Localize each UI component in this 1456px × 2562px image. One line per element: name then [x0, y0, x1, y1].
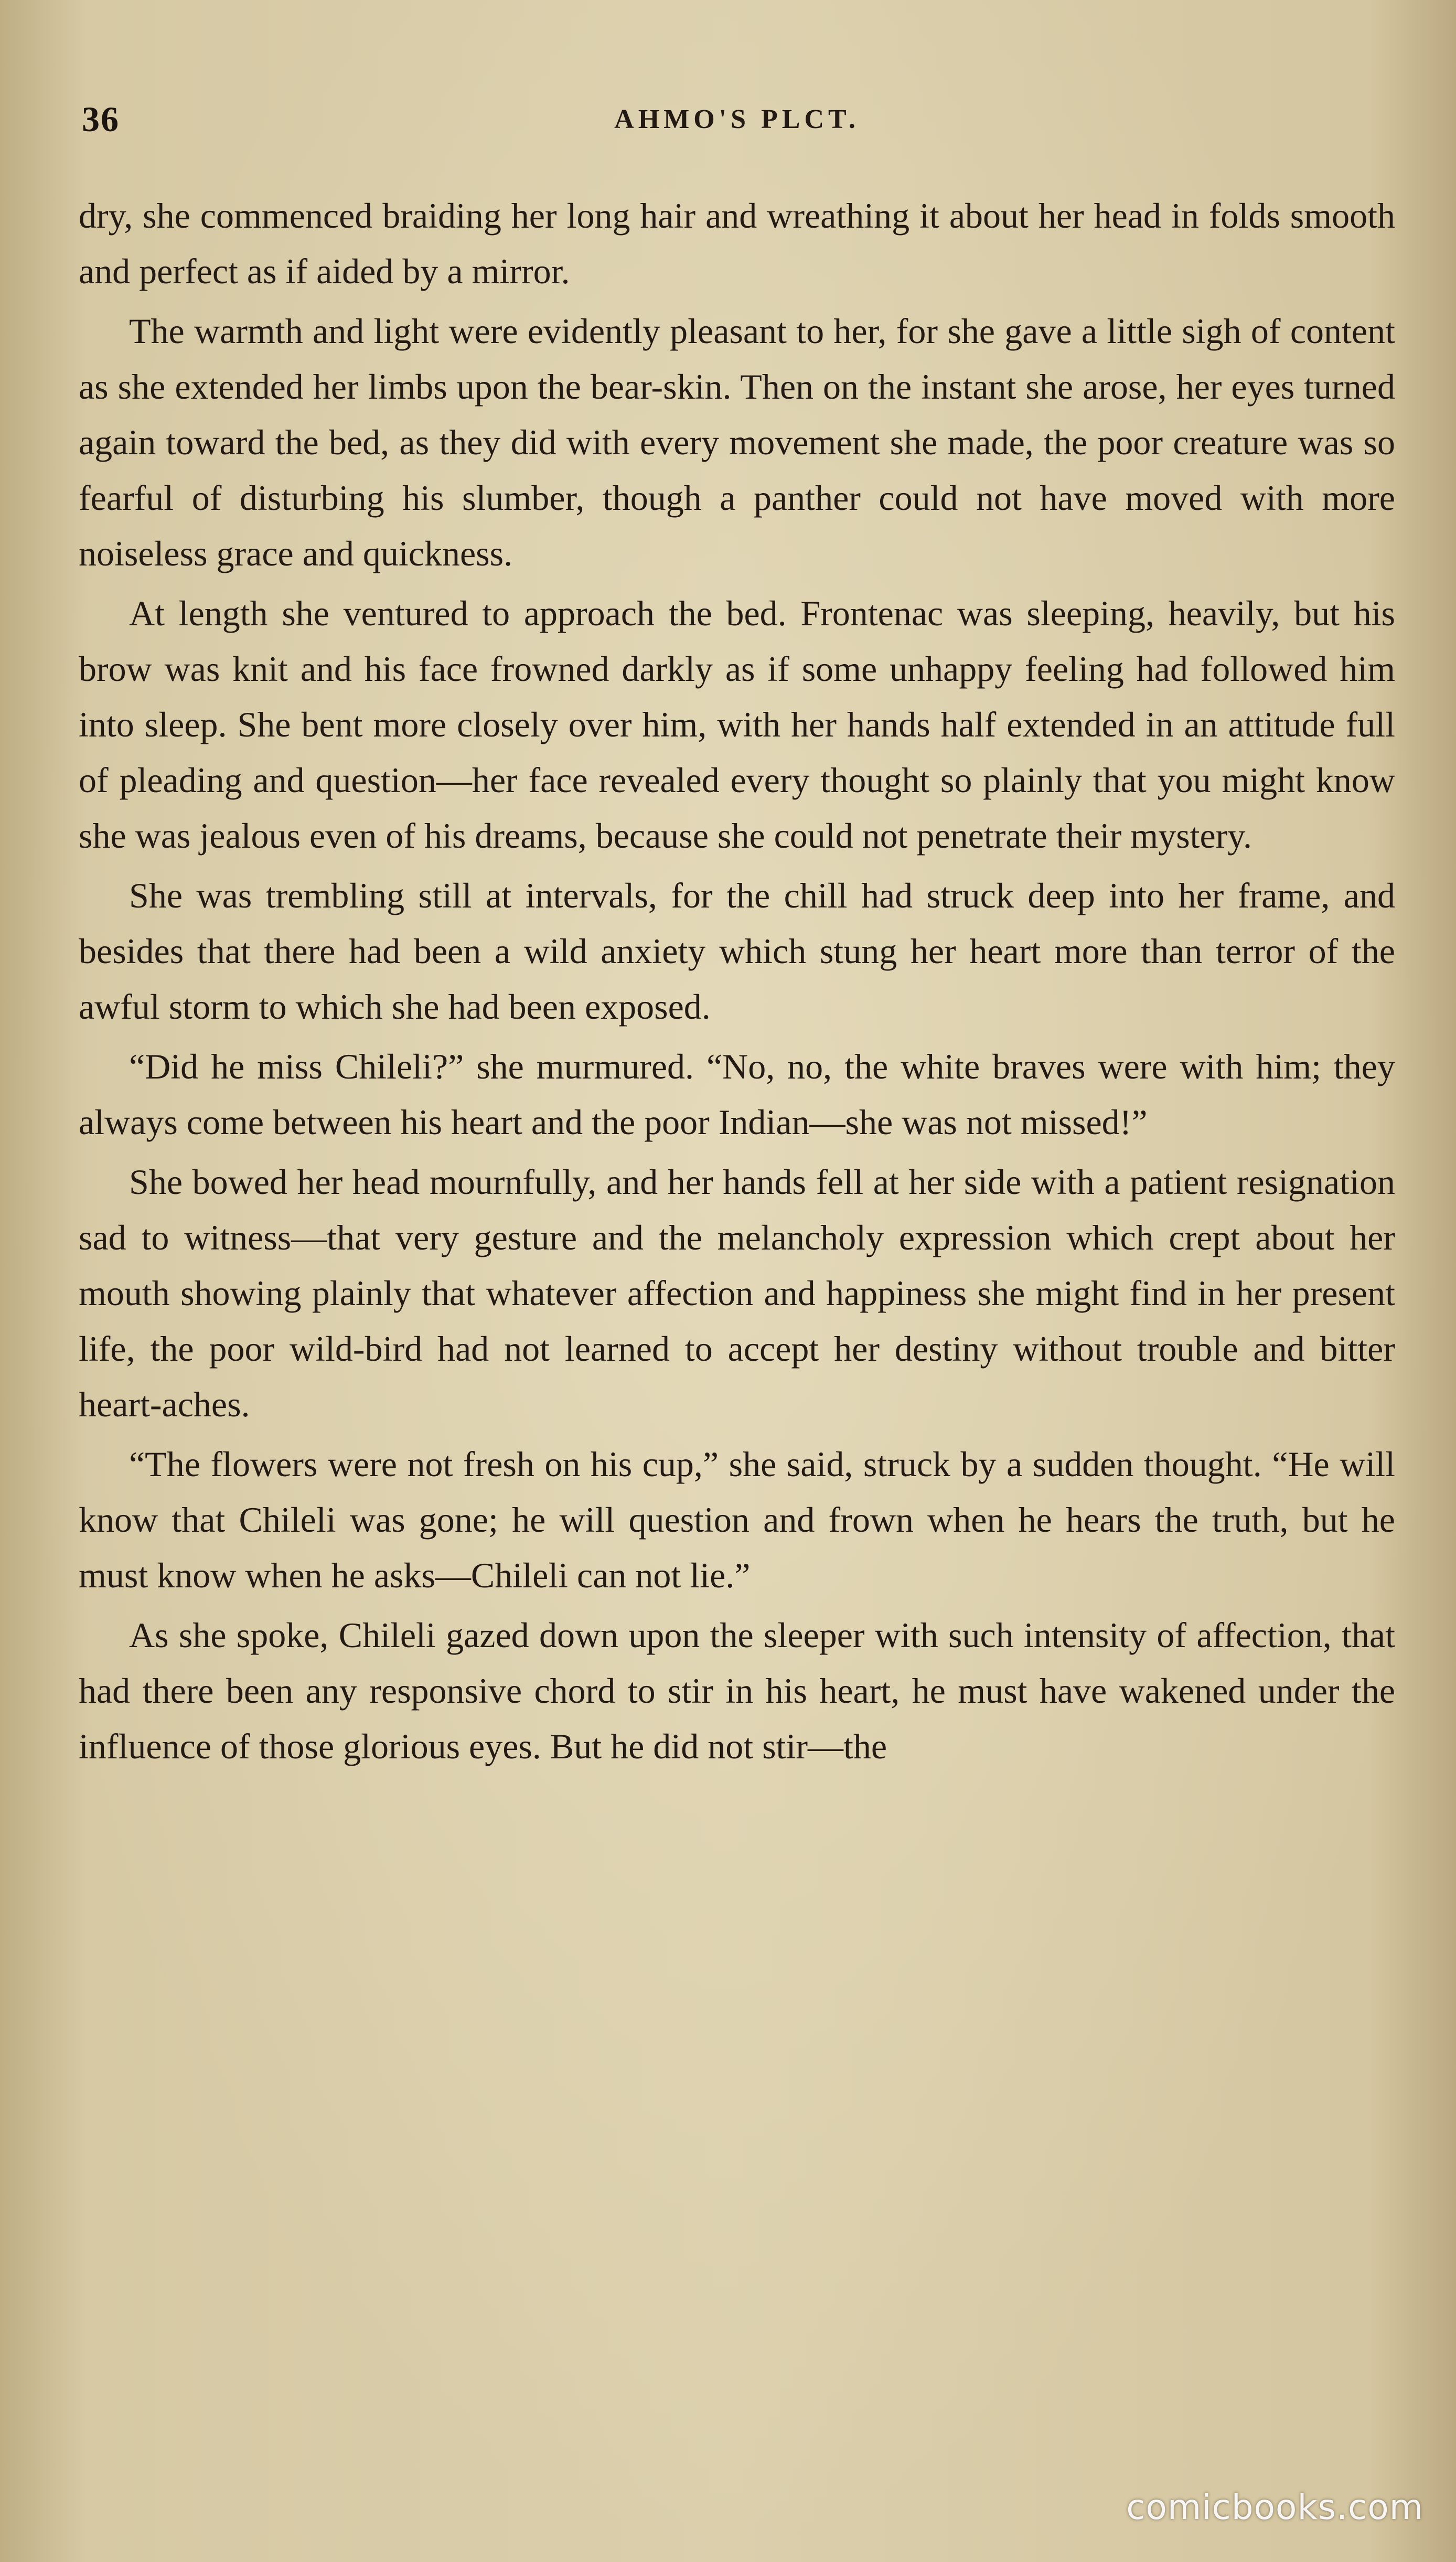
paragraph: As she spoke, Chileli gazed down upon the sleeper with such intensity of affection, that had there been any responsive chord to stir in his heart, he must have wakened under the influence of those glorious eyes. But he did not stir—the	[79, 1615, 1395, 1766]
page-number: 36	[82, 99, 120, 139]
paragraph: She was trembling still at intervals, for the chill had struck deep into her frame, and besides that there had been a wild anxiety which stung her heart more than terror of the awful storm to which she had been exposed.	[79, 876, 1395, 1027]
running-title: AHMO'S PLCT.	[614, 104, 860, 134]
running-head	[79, 94, 1395, 152]
paragraph: “The flowers were not fresh on his cup,” she said, struck by a sudden thought. “He will know that Chileli was gone; he will question and frown when he hears the truth, but he must know when he asks—Chileli can not lie.”	[79, 1444, 1395, 1595]
page-content	[79, 94, 1395, 2471]
paragraph: She bowed her head mournfully, and her hands fell at her side with a patient resignation sad to witness—that very gesture and the melancholy expression which crept about her mouth showing plainly that whatever affection and happiness she might find in her present life, the poor wild-bird had not learned to accept her destiny without trouble and bitter heart-aches.	[79, 1162, 1395, 1424]
paragraph: “Did he miss Chileli?” she murmured. “No, no, the white braves were with him; they always come between his heart and the poor Indian—she was not missed!”	[79, 1047, 1395, 1142]
body-text	[79, 188, 1395, 1774]
paragraph: At length she ventured to approach the bed. Frontenac was sleeping, heavily, but his brow was knit and his face frowned darkly as if some unhappy feeling had followed him into sleep. She bent more closely over him, with her hands half extended in an attitude full of pleading and question—her face revealed every thought so plainly that you might know she was jealous even of his dreams, because she could not penetrate their mystery.	[79, 593, 1395, 856]
paragraph: dry, she commenced braiding her long hair and wreathing it about her head in folds smooth and perfect as if aided by a mirror.	[79, 196, 1395, 291]
paragraph: The warmth and light were evidently pleasant to her, for she gave a little sigh of content as she extended her limbs upon the bear-skin. Then on the instant she arose, her eyes turned again toward the bed, as they did with every movement she made, the poor creature was so fearful of disturbing his slumber, though a panther could not have moved with more noiseless grace and quickness.	[79, 311, 1395, 573]
watermark-logo: comicbooks.com	[1126, 2487, 1423, 2527]
